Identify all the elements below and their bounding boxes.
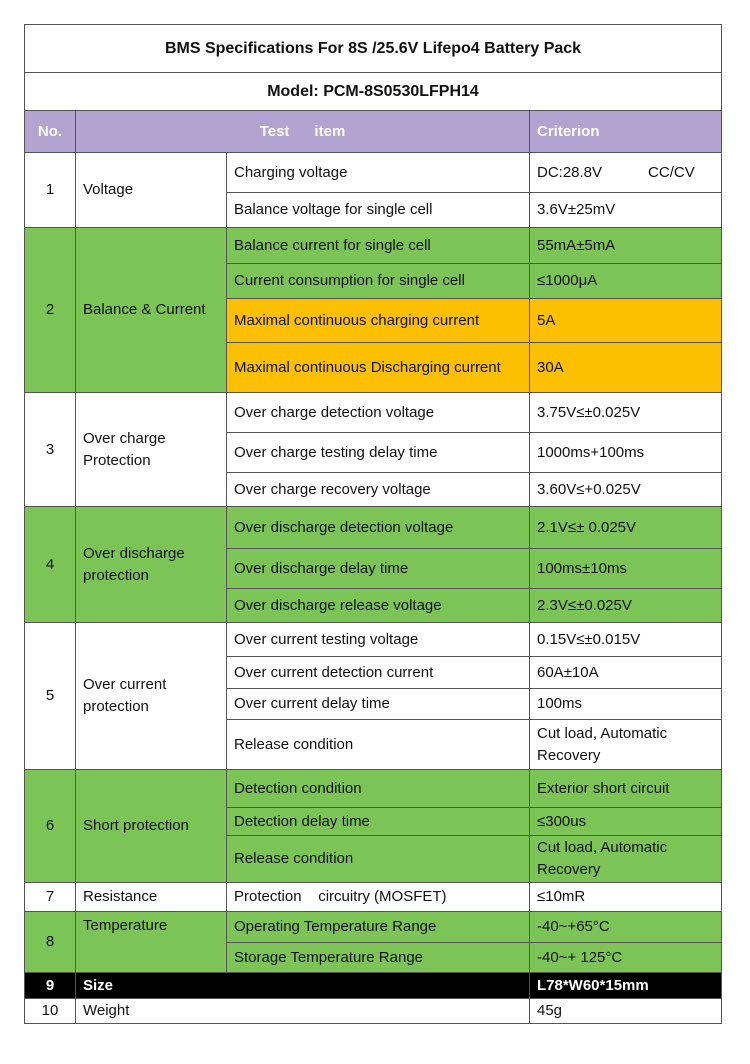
test-cell: Over discharge release voltage xyxy=(227,589,530,623)
criterion-line: Recovery xyxy=(537,861,601,878)
row-item-line: Over current xyxy=(83,676,167,693)
row-no: 5 xyxy=(25,623,76,770)
row-no: 1 xyxy=(25,153,76,228)
criterion-cell xyxy=(530,153,722,193)
criterion-mode: CC/CV xyxy=(648,163,695,181)
row-item: Voltage xyxy=(76,153,227,228)
test-cell: Current consumption for single cell xyxy=(227,264,530,299)
header-no: No. xyxy=(25,111,76,153)
row-no: 9 xyxy=(25,973,76,999)
criterion-cell: Exterior short circuit xyxy=(530,770,722,808)
criterion-cell: 5A xyxy=(530,299,722,343)
row-item-line: Protection xyxy=(83,451,151,469)
criterion-cell: 60A±10A xyxy=(530,657,722,689)
test-cell: Maximal continuous charging current xyxy=(227,299,530,343)
table-row xyxy=(25,770,722,808)
criterion-cell: 0.15V≤±0.015V xyxy=(530,623,722,657)
test-cell: Detection delay time xyxy=(227,808,530,836)
criterion-line: Recovery xyxy=(537,746,601,764)
test-cell: Over discharge detection voltage xyxy=(227,507,530,549)
criterion-cell xyxy=(530,720,722,770)
table-row xyxy=(25,623,722,657)
test-cell: Maximal continuous Discharging current xyxy=(227,343,530,393)
criterion-dc: DC:28.8V xyxy=(537,163,603,181)
criterion-cell: 55mA±5mA xyxy=(530,228,722,264)
table-row xyxy=(25,883,722,912)
test-cell: Protection circuitry (MOSFET) xyxy=(227,883,530,912)
test-cell: Over charge testing delay time xyxy=(227,433,530,473)
criterion-cell: -40~+65°C xyxy=(530,912,722,943)
test-cell: Detection condition xyxy=(227,770,530,808)
test-cell: Balance voltage for single cell xyxy=(227,193,530,228)
row-item xyxy=(76,623,227,770)
table-row xyxy=(25,228,722,264)
row-item xyxy=(76,393,227,507)
row-item-line: Over discharge xyxy=(83,544,185,562)
row-no: 4 xyxy=(25,507,76,623)
row-item-line: protection xyxy=(83,566,149,584)
criterion-cell: ≤300us xyxy=(530,808,722,836)
model-name: Model: PCM-8S0530LFPH14 xyxy=(25,73,722,111)
criterion-cell: 3.75V≤±0.025V xyxy=(530,393,722,433)
criterion-cell: 3.60V≤+0.025V xyxy=(530,473,722,507)
criterion-cell: 1000ms+100ms xyxy=(530,433,722,473)
header-criterion: Criterion xyxy=(530,111,722,153)
test-cell: Storage Temperature Range xyxy=(227,943,530,973)
test-cell: Operating Temperature Range xyxy=(227,912,530,943)
criterion-cell xyxy=(530,836,722,883)
test-cell: Charging voltage xyxy=(227,153,530,193)
test-cell: Over charge recovery voltage xyxy=(227,473,530,507)
row-item-line: Over charge xyxy=(83,429,166,447)
criterion-line: Cut load, Automatic xyxy=(537,724,668,742)
criterion-line: Cut load, Automatic xyxy=(537,839,668,856)
bms-spec-table xyxy=(24,24,722,1024)
test-cell: Balance current for single cell xyxy=(227,228,530,264)
table-title: BMS Specifications For 8S /25.6V Lifepo4 Battery Pack xyxy=(25,25,722,73)
criterion-cell: 2.1V≤± 0.025V xyxy=(530,507,722,549)
table-row xyxy=(25,912,722,943)
row-no: 7 xyxy=(25,883,76,912)
criterion-cell: 100ms xyxy=(530,689,722,720)
row-item: Balance & Current xyxy=(76,228,227,393)
row-item: Short protection xyxy=(76,770,227,883)
criterion-cell: 2.3V≤±0.025V xyxy=(530,589,722,623)
test-cell: Release condition xyxy=(227,720,530,770)
row-item xyxy=(76,507,227,623)
row-item: Temperature xyxy=(76,912,227,973)
test-cell: Over current testing voltage xyxy=(227,623,530,657)
row-no: 3 xyxy=(25,393,76,507)
criterion-cell: 30A xyxy=(530,343,722,393)
row-no: 10 xyxy=(25,999,76,1024)
table-row xyxy=(25,507,722,549)
table-row xyxy=(25,393,722,433)
criterion-cell: 45g xyxy=(530,999,722,1024)
table-row xyxy=(25,153,722,193)
row-no: 6 xyxy=(25,770,76,883)
table-row xyxy=(25,999,722,1024)
row-item: Resistance xyxy=(76,883,227,912)
criterion-cell: 3.6V±25mV xyxy=(530,193,722,228)
criterion-cell: ≤1000μA xyxy=(530,264,722,299)
table-row xyxy=(25,973,722,999)
row-item: Size xyxy=(76,973,530,999)
header-test-item: Test item xyxy=(76,111,530,153)
criterion-cell: ≤10mR xyxy=(530,883,722,912)
test-cell: Over discharge delay time xyxy=(227,549,530,589)
row-item: Weight xyxy=(76,999,530,1024)
row-no: 2 xyxy=(25,228,76,393)
test-cell: Release condition xyxy=(227,836,530,883)
test-cell: Over charge detection voltage xyxy=(227,393,530,433)
row-item-line: protection xyxy=(83,698,149,715)
test-cell: Over current delay time xyxy=(227,689,530,720)
criterion-cell: L78*W60*15mm xyxy=(530,973,722,999)
criterion-cell: -40~+ 125°C xyxy=(530,943,722,973)
criterion-cell: 100ms±10ms xyxy=(530,549,722,589)
row-no: 8 xyxy=(25,912,76,973)
test-cell: Over current detection current xyxy=(227,657,530,689)
header-row xyxy=(25,111,722,153)
